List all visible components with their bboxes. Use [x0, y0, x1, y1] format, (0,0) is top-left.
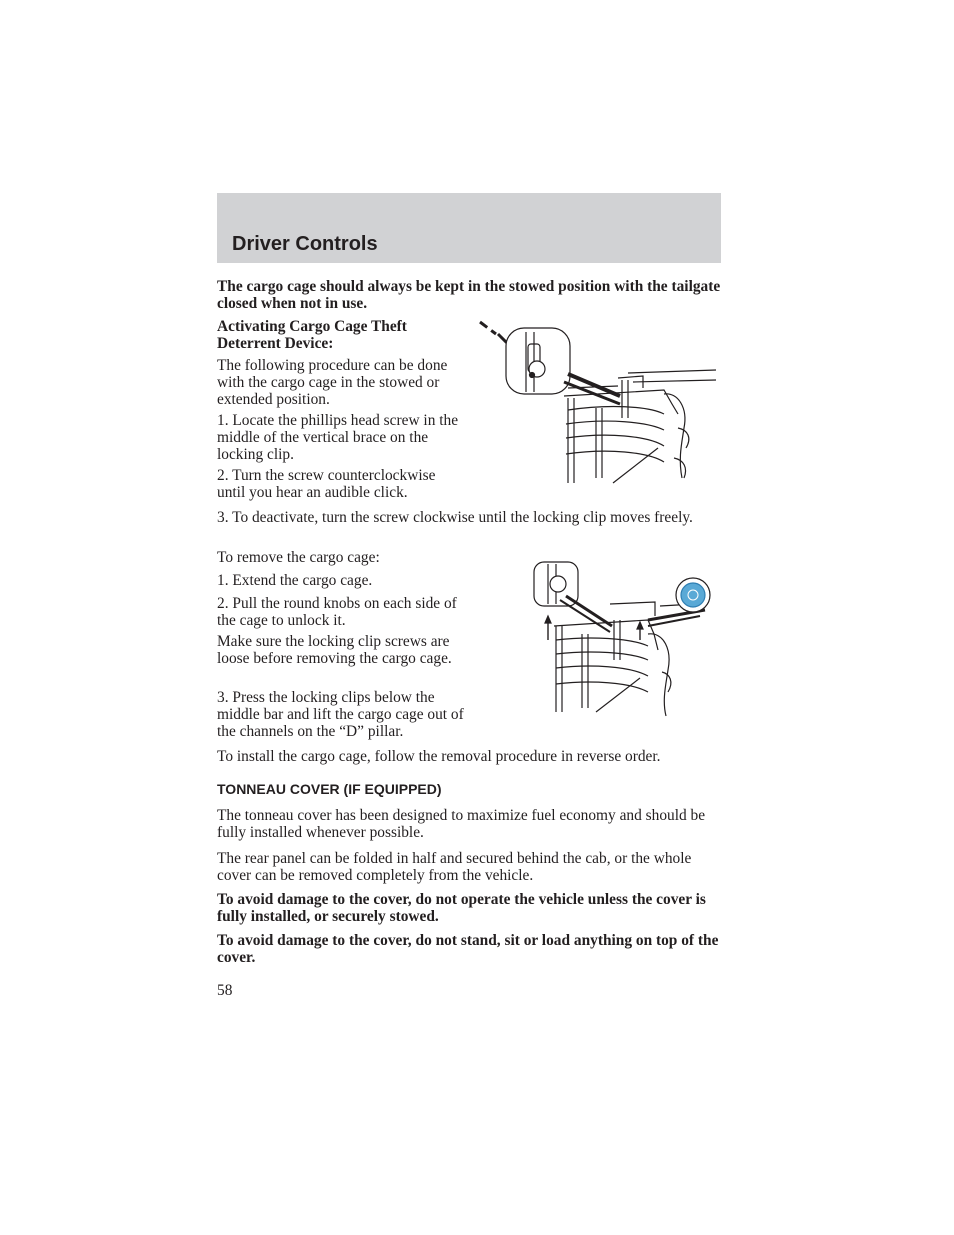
activating-intro: The following procedure can be done with the cargo cage in the stowed or extended position.: [217, 357, 448, 408]
round-knob-highlight: [681, 583, 705, 607]
tonneau-paragraph-2: The rear panel can be folded in half and secured behind the cab, or the whole cover can be removed completely from the vehicle.: [217, 850, 692, 884]
tonneau-warning-2: To avoid damage to the cover, do not stand, sit or load anything on top of the cover.: [217, 932, 719, 966]
activating-heading: Activating Cargo Cage Theft Deterrent Device:: [217, 318, 407, 352]
section-header-band: [217, 193, 721, 263]
activating-step-3: 3. To deactivate, turn the screw clockwise until the locking clip moves freely.: [217, 509, 693, 526]
tonneau-warning-1: To avoid damage to the cover, do not operate the vehicle unless the cover is fully installed, or securely stowed.: [217, 891, 706, 925]
tonneau-paragraph-1: The tonneau cover has been designed to maximize fuel economy and should be fully installed whenever possible.: [217, 807, 706, 841]
tonneau-heading: TONNEAU COVER (IF EQUIPPED): [217, 781, 442, 797]
cargo-cage-removal-illustration: [530, 560, 715, 720]
locking-clip-illustration: [478, 318, 720, 488]
activating-step-2: 2. Turn the screw counterclockwise until you hear an audible click.: [217, 467, 436, 501]
removal-intro: To remove the cargo cage:: [217, 549, 380, 566]
removal-note: Make sure the locking clip screws are loose before removing the cargo cage.: [217, 633, 452, 667]
cargo-cage-warning: The cargo cage should always be kept in the stowed position with the tailgate closed when not in use.: [217, 278, 721, 312]
removal-step-3: 3. Press the locking clips below the middle bar and lift the cargo cage out of the channels on the “D” pillar.: [217, 689, 464, 740]
section-title: Driver Controls: [232, 233, 378, 255]
page-number: 58: [217, 982, 233, 999]
install-instruction: To install the cargo cage, follow the removal procedure in reverse order.: [217, 748, 661, 765]
removal-step-2: 2. Pull the round knobs on each side of the cage to unlock it.: [217, 595, 457, 629]
removal-step-1: 1. Extend the cargo cage.: [217, 572, 373, 589]
activating-step-1: 1. Locate the phillips head screw in the middle of the vertical brace on the locking clip.: [217, 412, 459, 463]
